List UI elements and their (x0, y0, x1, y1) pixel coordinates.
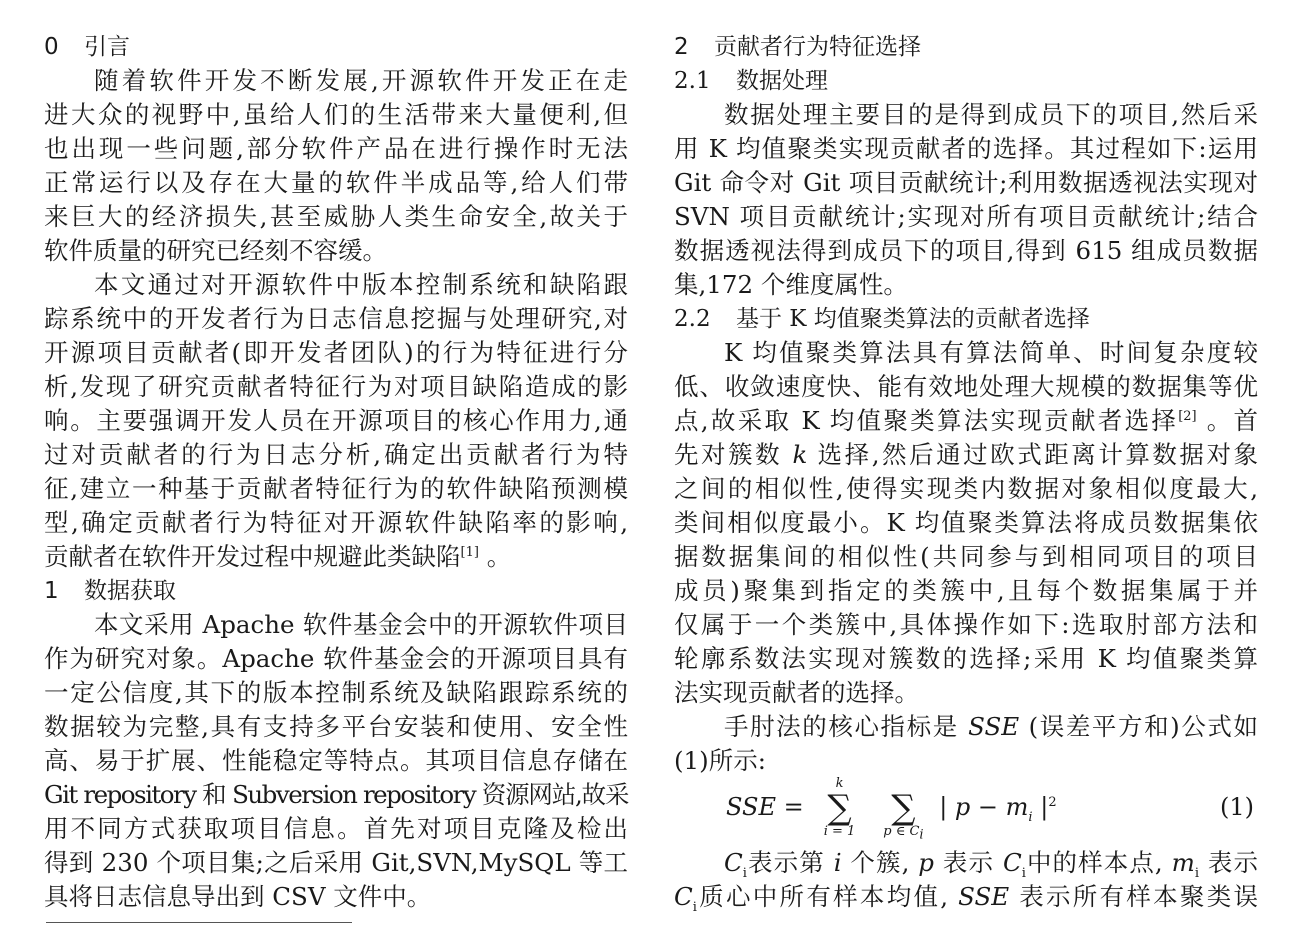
citation-ref: [1] (460, 545, 479, 560)
text-line (44, 540, 628, 574)
text-line: 响。主要强调开发人员在开源项目的核心作用力,通 (44, 406, 628, 435)
text-line (674, 880, 1258, 914)
right-column (674, 30, 1258, 914)
text-line: Git repository 和 Subversion repository 资源网站,故采 (44, 780, 628, 809)
text-line (674, 846, 1258, 880)
text-line: 类间相似度最小。K 均值聚类算法将成员数据集依 (674, 508, 1258, 537)
citation-ref: [2] (1178, 409, 1197, 424)
section-number: 1 (44, 578, 59, 604)
text-run: p (918, 848, 934, 877)
text-run: i (692, 899, 697, 915)
text-run: 。 (478, 542, 512, 571)
section-title: 基于 K 均值聚类算法的贡献者选择 (736, 306, 1090, 332)
text-run: 贡献者在软件开发过程中规避此类缺陷 (44, 542, 461, 571)
section-title: 贡献者行为特征选择 (714, 34, 921, 60)
subsection-heading (674, 64, 1258, 98)
section-heading (44, 574, 628, 608)
section-number: 2.1 (674, 68, 711, 94)
text-line: 本文通过对开源软件中版本控制系统和缺陷跟 (94, 270, 628, 299)
sum1-bottom: i = 1 (823, 824, 856, 839)
text-run: C (674, 882, 693, 911)
text-run: i (742, 865, 747, 881)
text-line: 作为研究对象。Apache 软件基金会的开源项目具有 (44, 644, 628, 673)
text-run: 先对簇数 (674, 440, 793, 469)
section-title: 数据处理 (736, 68, 828, 94)
text-line: 集,172 个维度属性。 (674, 270, 908, 299)
left-column (44, 30, 628, 914)
sum2-bottom-sub: i (919, 827, 924, 843)
text-run: (误差平方和)公式如 (1019, 712, 1258, 741)
text-run: 质心中所有样本均值, (696, 882, 959, 911)
text-run: i (1194, 865, 1200, 881)
text-run: 表示 (933, 848, 1003, 877)
text-line: 析,发现了研究贡献者特征行为对项目缺陷造成的影 (44, 372, 628, 401)
text-line: 具将日志信息导出到 CSV 文件中。 (44, 882, 432, 911)
text-line: 过对贡献者的行为日志分析,确定出贡献者行为特 (44, 440, 628, 469)
text-line: 用不同方式获取项目信息。首先对项目克隆及检出 (44, 814, 628, 843)
formula-body-close: | (1032, 793, 1049, 821)
text-line: 型,确定贡献者行为特征对开源软件缺陷率的影响, (44, 508, 628, 537)
text-line: 随着软件开发不断发展,开源软件开发正在走 (94, 66, 628, 95)
text-line: 数据处理主要目的是得到成员下的项目,然后采 (724, 100, 1258, 129)
text-line: 成员)聚集到指定的类簇中,且每个数据集属于并 (674, 576, 1258, 605)
text-line (674, 404, 1258, 438)
text-line: 正常运行以及存在大量的软件半成品等,给人们带 (44, 168, 628, 197)
text-run: 表示第 (746, 848, 834, 877)
text-run: C (724, 848, 743, 877)
text-line: 高、易于扩展、性能稳定等特点。其项目信息存储在 (44, 746, 628, 775)
section-number: 2.2 (674, 306, 711, 332)
text-run: 表示所有样本聚类误 (1009, 882, 1258, 911)
section-heading (674, 30, 1258, 64)
text-line: 得到 230 个项目集;之后采用 Git,SVN,MySQL 等工 (44, 848, 628, 877)
text-line: 轮廓系数法实现对簇数的选择;采用 K 均值聚类算 (674, 644, 1258, 673)
section-title: 引言 (84, 34, 130, 60)
summation-icon: ∑ k i = 1 (823, 776, 856, 839)
text-line: 征,建立一种基于贡献者特征行为的软件缺陷预测模 (44, 474, 628, 503)
text-line: K 均值聚类算法具有算法简单、时间复杂度较 (724, 338, 1258, 367)
equation-1 (674, 778, 1258, 846)
text-line: 本文采用 Apache 软件基金会中的开源软件项目 (94, 610, 628, 639)
text-line: 踪系统中的开发者行为日志信息挖掘与处理研究,对 (44, 304, 628, 333)
text-line: 用 K 均值聚类实现贡献者的选择。其过程如下:运用 (674, 134, 1258, 163)
text-line: 也出现一些问题,部分软件产品在进行操作时无法 (44, 134, 628, 163)
text-line: 数据较为完整,具有支持多平台安装和使用、安全性 (44, 712, 628, 741)
text-run: 。首 (1196, 406, 1258, 435)
text-line: SVN 项目贡献统计;实现对所有项目贡献统计;结合 (674, 202, 1258, 231)
sum2-bottom: p ∈ C (883, 824, 920, 839)
text-run: 选择,然后通过欧式距离计算数据对象 (807, 440, 1258, 469)
text-run: 个簇, (841, 848, 919, 877)
text-run: i (1021, 865, 1026, 881)
text-line: 数据透视法得到成员下的项目,得到 615 组成员数据 (674, 236, 1258, 265)
text-run: SSE (968, 712, 1020, 741)
text-line: 一定公信度,其下的版本控制系统及缺陷跟踪系统的 (44, 678, 628, 707)
text-run: m (1171, 848, 1195, 877)
text-line: 开源项目贡献者(即开发者团队)的行为特征进行分 (44, 338, 628, 367)
section-title: 数据获取 (84, 578, 176, 604)
footnote-rule (46, 922, 352, 923)
section-number: 2 (674, 34, 689, 60)
text-run: 中的样本点, (1025, 848, 1172, 877)
text-run: 表示 (1199, 848, 1258, 877)
formula-equals: = (783, 793, 804, 821)
text-run: C (1002, 848, 1022, 877)
text-line: 之间的相似性,使得实现类内数据对象相似度最大, (674, 474, 1258, 503)
text-line (674, 710, 1258, 744)
section-number: 0 (44, 34, 59, 60)
text-run: SSE (958, 882, 1010, 911)
text-line: 据数据集间的相似性(共同参与到相同项目的项目 (674, 542, 1258, 571)
section-heading (44, 30, 628, 64)
formula-body: | p − m (939, 793, 1029, 821)
formula-power: 2 (1048, 795, 1057, 810)
text-line: (1)所示: (674, 746, 766, 775)
text-run: k (792, 440, 808, 469)
text-line: Git 命令对 Git 项目贡献统计;利用数据透视法实现对 (674, 168, 1258, 197)
text-line: 仅属于一个类簇中,具体操作如下:选取肘部方法和 (674, 610, 1258, 639)
text-line (674, 438, 1258, 472)
summation-icon: ∑ p ∈ $C_i$ (883, 788, 924, 843)
text-run: 手肘法的核心指标是 (724, 712, 969, 741)
text-run: i (833, 848, 842, 877)
sum1-top: k (835, 776, 844, 791)
equation-number: (1) (1220, 793, 1254, 821)
text-line: 来巨大的经济损失,甚至威胁人类生命安全,故关于 (44, 202, 628, 231)
text-line: 进大众的视野中,虽给人们的生活带来大量便利,但 (44, 100, 628, 129)
text-line: 软件质量的研究已经刻不容缓。 (44, 236, 387, 265)
subsection-heading (674, 302, 1258, 336)
formula-lhs: SSE (726, 793, 776, 821)
formula-body-sub: i (1028, 809, 1033, 825)
text-line: 低、收敛速度快、能有效地处理大规模的数据集等优 (674, 372, 1258, 401)
text-run: 点,故采取 K 均值聚类算法实现贡献者选择 (674, 406, 1179, 435)
text-line: 法实现贡献者的选择。 (674, 678, 919, 707)
